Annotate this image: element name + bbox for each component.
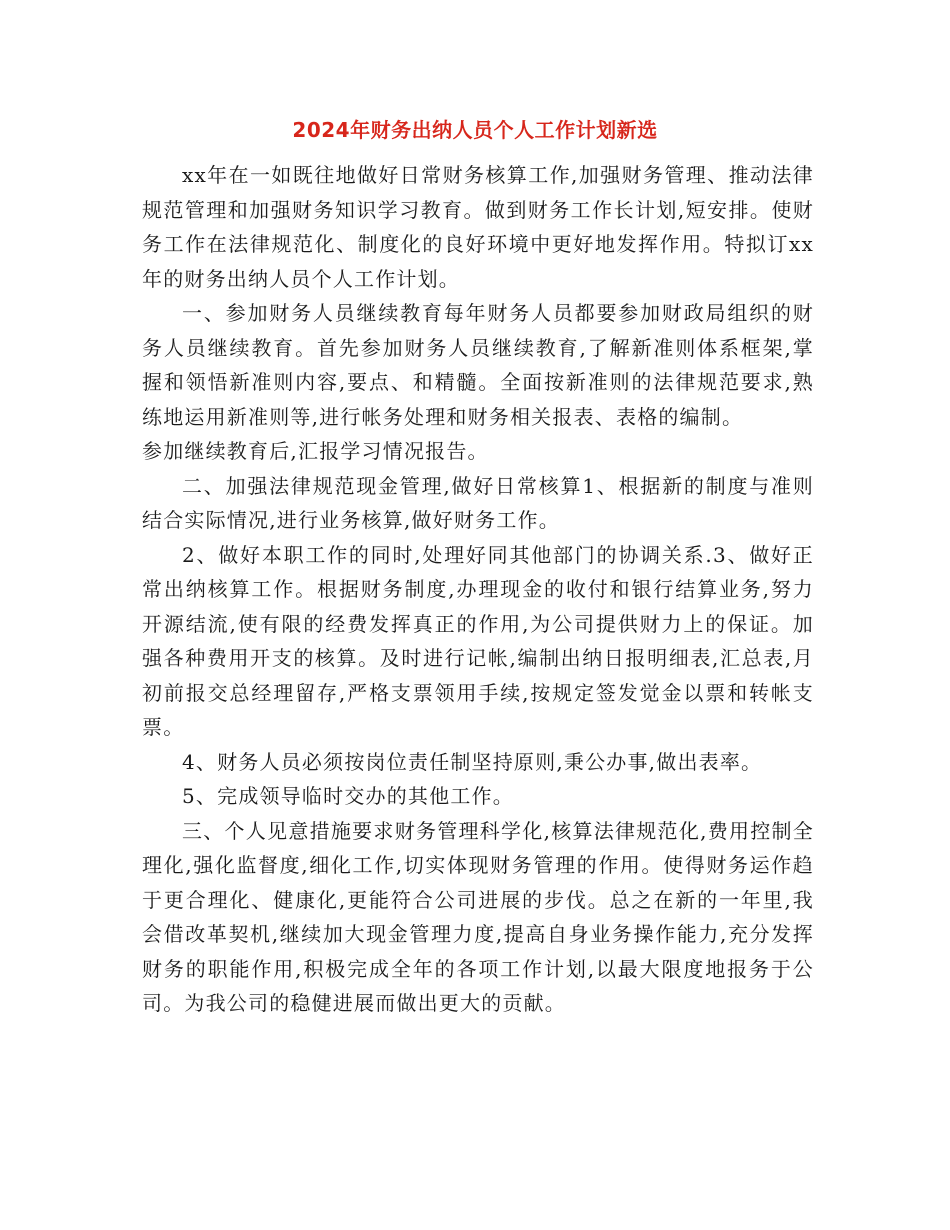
paragraph-item-2: 2、做好本职工作的同时,处理好同其他部门的协调关系.3、做好正常出纳核算工作。根据财务制度,办理现金的收付和银行结算业务,努力开源结流,使有限的经费发挥真正的作用,为公司提供财力上的保证。加强各种费用开支的核算。及时进行记帐,编制出纳日报明细表,汇总表,月初前报交总经理留存,严格支票领用手续,按规定签发觉金以票和转帐支票。: [142, 542, 814, 739]
document-title: 2024年财务出纳人员个人工作计划新选: [292, 118, 658, 142]
paragraph-item-5: 5、完成领导临时交办的其他工作。: [182, 784, 514, 808]
document-body: [142, 158, 814, 1021]
paragraph-section-3: 三、个人见意措施要求财务管理科学化,核算法律规范化,费用控制全理化,强化监督度,细化工作,切实体现财务管理的作用。使得财务运作趋于更合理化、健康化,更能符合公司进展的步伐。总之在新的一年里,我会借改革契机,继续加大现金管理力度,提高自身业务操作能力,充分发挥财务的职能作用,积极完成全年的各项工作计划,以最大限度地报务于公司。为我公司的稳健进展而做出更大的贡献。: [142, 818, 814, 1015]
paragraph-section-2: 二、加强法律规范现金管理,做好日常核算1、根据新的制度与准则结合实际情况,进行业务核算,做好财务工作。: [142, 473, 814, 532]
paragraph-section-1: 一、参加财务人员继续教育每年财务人员都要参加财政局组织的财务人员继续教育。首先参加财务人员继续教育,了解新准则体系框架,掌握和领悟新准则内容,要点、和精髓。全面按新准则的法律规范要求,熟练地运用新准则等,进行帐务处理和财务相关报表、表格的编制。: [142, 301, 814, 429]
paragraph-item-4: 4、财务人员必须按岗位责任制坚持原则,秉公办事,做出表率。: [182, 749, 763, 774]
paragraph-intro: xx年在一如既往地做好日常财务核算工作,加强财务管理、推动法律规范管理和加强财务知识学习教育。做到财务工作长计划,短安排。使财务工作在法律规范化、制度化的良好环境中更好地发挥作用。特拟订xx年的财务出纳人员个人工作计划。: [142, 163, 814, 291]
paragraph-section-1-cont: 参加继续教育后,汇报学习情况报告。: [142, 439, 489, 463]
